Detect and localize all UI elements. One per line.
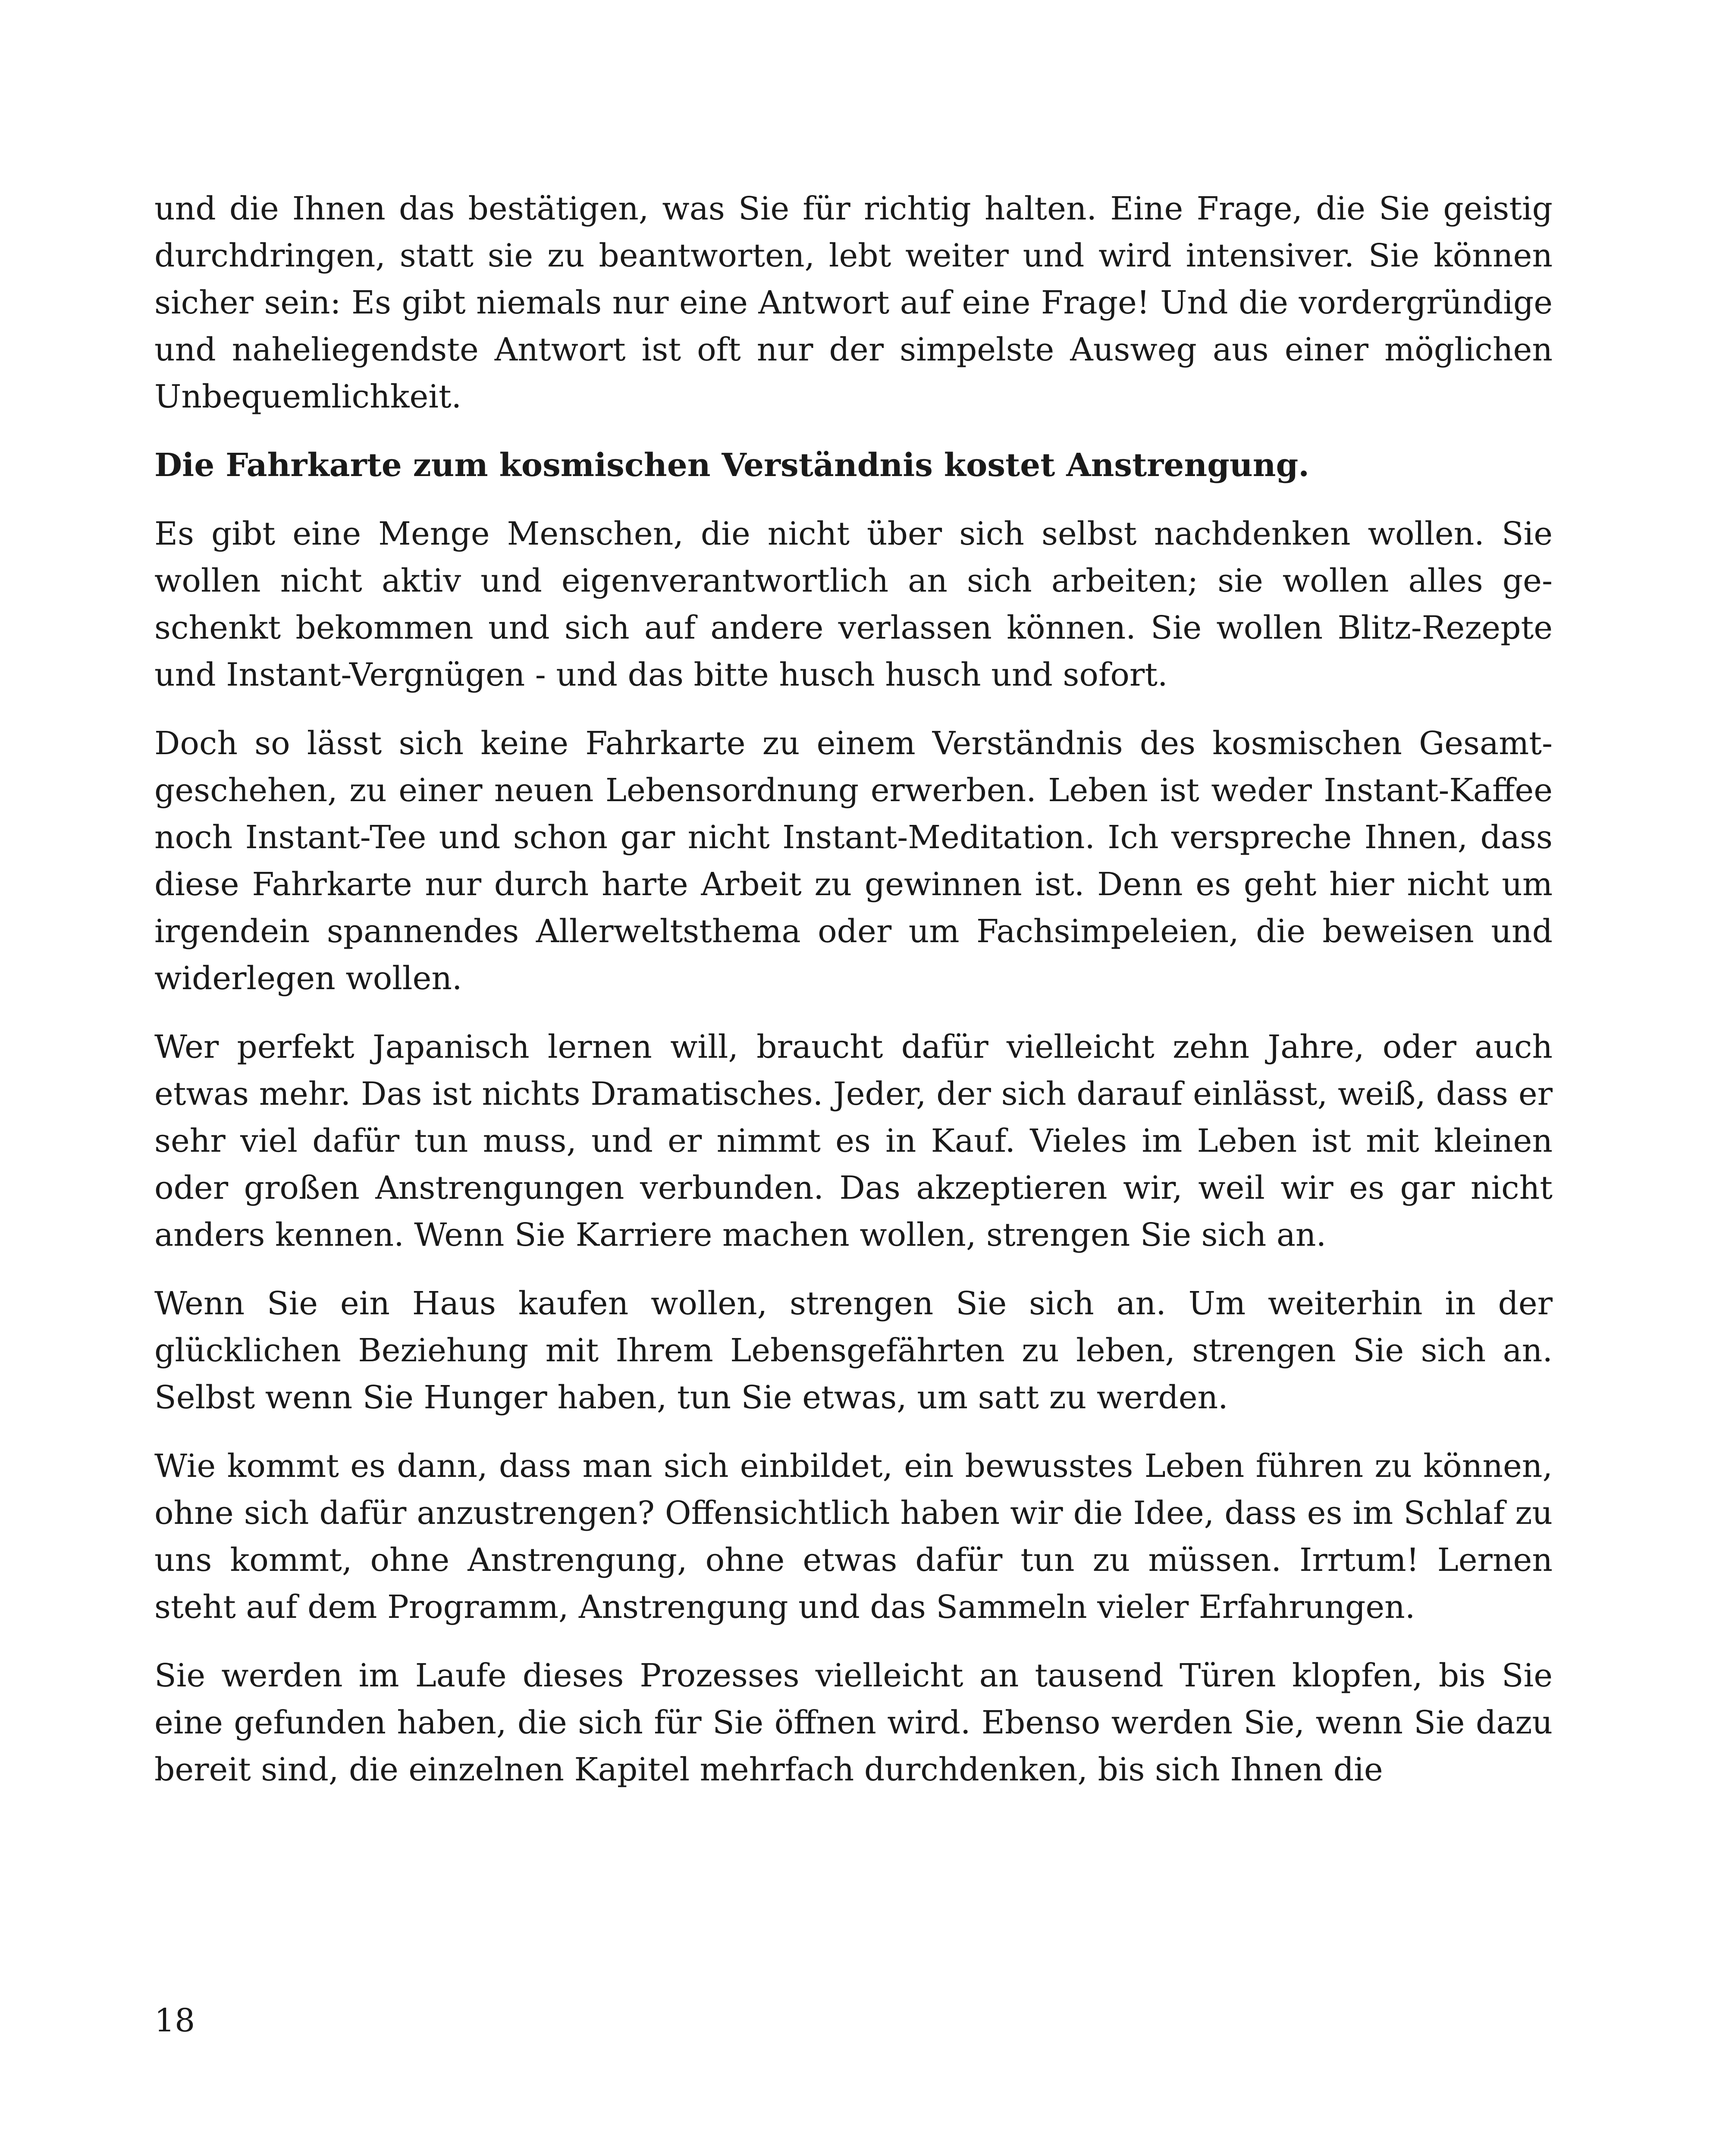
paragraph-6: Wie kommt es dann, dass man sich einbildet, ein bewusstes Leben führen zu können, ohne sich dafür anzustrengen? Offensichtlich haben wir die Idee, dass es im Schlaf zu uns kommt, ohne Anstrengung, ohne etwas dafür tun zu müssen. Irrtum! Lernen steht auf dem Programm, Anstrengung und das Sammeln vieler Erfahrungen.	[154, 1448, 1553, 1626]
section-heading: Die Fahrkarte zum kosmischen Verständnis kostet Anstrengung.	[154, 447, 1309, 484]
paragraph-2: Es gibt eine Menge Menschen, die nicht über sich selbst nachdenken wollen. Sie wollen nicht aktiv und eigenverantwortlich an sich arbeiten; sie wollen alles geschenkt bekommen und sich auf andere verlassen können. Sie wollen Blitz-Rezepte und Instant-Vergnügen - und das bitte husch husch und sofort.	[154, 515, 1553, 693]
paragraph-4: Wer perfekt Japanisch lernen will, braucht dafür vielleicht zehn Jahre, oder auch etwas mehr. Das ist nichts Dramatisches. Jeder, der sich darauf einlässt, weiß, dass er sehr viel dafür tun muss, und er nimmt es in Kauf. Vieles im Leben ist mit kleinen oder großen Anstrengungen verbunden. Das akzeptieren wir, weil wir es gar nicht anders kennen. Wenn Sie Karriere machen wollen, strengen Sie sich an.	[154, 1028, 1553, 1253]
paragraph-5: Wenn Sie ein Haus kaufen wollen, strengen Sie sich an. Um weiterhin in der glücklichen Beziehung mit Ihrem Lebensgefährten zu leben, strengen Sie sich an. Selbst wenn Sie Hunger haben, tun Sie etwas, um satt zu werden.	[154, 1285, 1553, 1416]
page-number: 18	[154, 2002, 195, 2039]
paragraph-3: Doch so lässt sich keine Fahrkarte zu einem Verständnis des kosmischen Gesamtgeschehen, zu einer neuen Lebensordnung erwerben. Leben ist weder Instant-Kaffee noch Instant-Tee und schon gar nicht Instant-Meditation. Ich verspreche Ihnen, dass diese Fahrkarte nur durch harte Arbeit zu gewinnen ist. Denn es geht hier nicht um irgendein spannendes Allerweltsthema oder um Fachsimpeleien, die beweisen und widerlegen wollen.	[154, 725, 1553, 997]
paragraph-7: Sie werden im Laufe dieses Prozesses vielleicht an tausend Türen klopfen, bis Sie eine gefunden haben, die sich für Sie öffnen wird. Ebenso werden Sie, wenn Sie dazu bereit sind, die einzelnen Kapitel mehrfach durchdenken, bis sich Ihnen die	[154, 1657, 1553, 1788]
page-body	[154, 185, 1553, 1815]
paragraph-1: und die Ihnen das bestätigen, was Sie für richtig halten. Eine Frage, die Sie geistig durchdringen, statt sie zu beantworten, lebt weiter und wird intensiver. Sie können sicher sein: Es gibt niemals nur eine Antwort auf eine Frage! Und die vordergründige und naheliegendste Antwort ist oft nur der simpelste Ausweg aus einer möglichen Unbequemlichkeit.	[154, 190, 1553, 415]
